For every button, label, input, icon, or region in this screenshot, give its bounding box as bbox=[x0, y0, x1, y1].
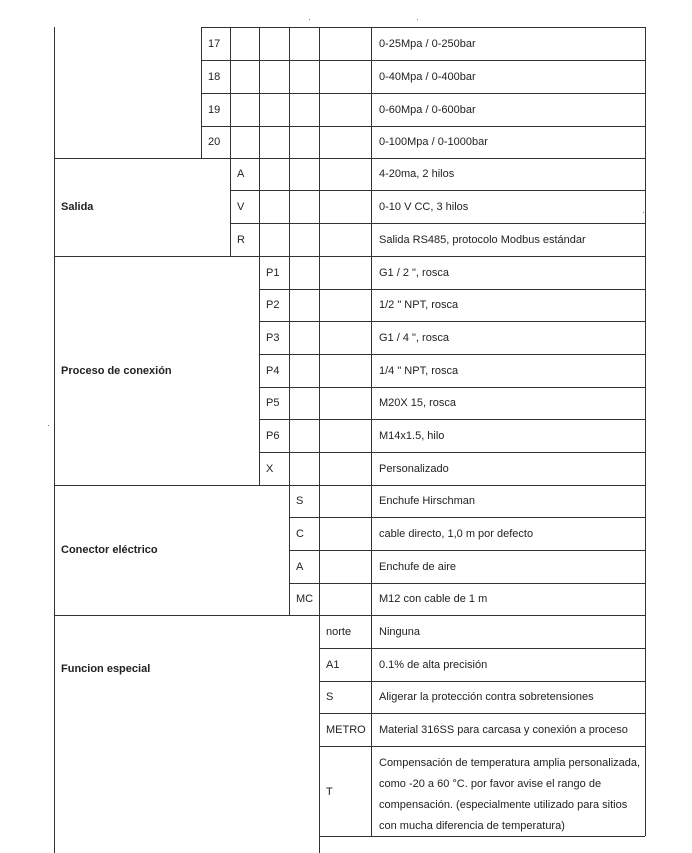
code-cell: P2 bbox=[266, 299, 280, 311]
table-rule bbox=[259, 321, 645, 322]
table-rule bbox=[54, 615, 645, 616]
section-proceso-de-conexion: Proceso de conexión bbox=[61, 365, 172, 377]
scan-dot bbox=[417, 19, 418, 20]
description-cell: 1/2 " NPT, rosca bbox=[379, 299, 459, 311]
code-cell: 20 bbox=[208, 136, 221, 148]
table-rule bbox=[319, 27, 320, 853]
code-cell: P3 bbox=[266, 332, 280, 344]
code-cell: S bbox=[326, 691, 334, 703]
scan-dot bbox=[309, 19, 310, 20]
table-rule bbox=[259, 289, 645, 290]
table-rule bbox=[289, 27, 290, 615]
table-rule bbox=[289, 583, 645, 584]
table-rule bbox=[54, 158, 645, 159]
description-cell: G1 / 2 ", rosca bbox=[379, 267, 449, 279]
table-rule bbox=[259, 27, 260, 485]
description-cell: 0-40Mpa / 0-400bar bbox=[379, 71, 476, 83]
code-cell: 17 bbox=[208, 38, 221, 50]
description-cell: cable directo, 1,0 m por defecto bbox=[379, 528, 534, 540]
table-rule bbox=[289, 550, 645, 551]
table-rule bbox=[319, 648, 645, 649]
description-cell: 4-20ma, 2 hilos bbox=[379, 168, 455, 180]
description-cell: Enchufe Hirschman bbox=[379, 495, 475, 507]
description-cell: Salida RS485, protocolo Modbus estándar bbox=[379, 234, 586, 246]
table-rule bbox=[259, 419, 645, 420]
table-rule bbox=[259, 354, 645, 355]
code-cell: R bbox=[237, 234, 245, 246]
table-rule bbox=[54, 27, 55, 853]
code-cell: P1 bbox=[266, 267, 280, 279]
table-rule bbox=[371, 27, 372, 836]
code-cell: C bbox=[296, 528, 304, 540]
code-cell: T bbox=[326, 786, 333, 798]
code-cell: A1 bbox=[326, 659, 340, 671]
table-rule bbox=[259, 387, 645, 388]
description-cell: M12 con cable de 1 m bbox=[379, 593, 488, 605]
code-cell: norte bbox=[326, 626, 352, 638]
section-conector-electrico: Conector eléctrico bbox=[61, 544, 158, 556]
table-rule bbox=[201, 126, 645, 127]
table-rule bbox=[201, 60, 645, 61]
section-salida: Salida bbox=[61, 201, 94, 213]
table-rule bbox=[259, 452, 645, 453]
table-rule bbox=[54, 485, 645, 486]
table-rule bbox=[645, 27, 646, 836]
code-cell: A bbox=[296, 561, 304, 573]
table-rule bbox=[201, 93, 645, 94]
description-cell: 0.1% de alta precisión bbox=[379, 659, 488, 671]
description-cell: 0-100Mpa / 0-1000bar bbox=[379, 136, 488, 148]
description-cell: Enchufe de aire bbox=[379, 561, 457, 573]
description-cell: Material 316SS para carcasa y conexión a proceso bbox=[379, 724, 628, 736]
description-cell: 0-60Mpa / 0-600bar bbox=[379, 104, 476, 116]
table-rule bbox=[319, 681, 645, 682]
code-cell: V bbox=[237, 201, 245, 213]
description-cell: 0-10 V CC, 3 hilos bbox=[379, 201, 469, 213]
description-cell: Personalizado bbox=[379, 463, 449, 475]
code-cell: MC bbox=[296, 593, 314, 605]
code-cell: 19 bbox=[208, 104, 221, 116]
table-rule bbox=[319, 713, 645, 714]
description-cell: Aligerar la protección contra sobretensiones bbox=[379, 691, 594, 703]
code-cell: A bbox=[237, 168, 245, 180]
table-rule bbox=[54, 256, 645, 257]
description-cell: Compensación de temperatura amplia personalizada, como -20 a 60 °C. por favor avise el rango de compensación. (especialmente utilizado para sitios con mucha diferencia de temperatura) bbox=[379, 757, 641, 832]
table-rule bbox=[289, 517, 645, 518]
code-cell: X bbox=[266, 463, 274, 475]
code-cell: METRO bbox=[326, 724, 366, 736]
table-rule bbox=[201, 27, 202, 158]
table-rule bbox=[230, 27, 231, 256]
description-cell: 0-25Mpa / 0-250bar bbox=[379, 38, 476, 50]
code-cell: S bbox=[296, 495, 304, 507]
code-cell: 18 bbox=[208, 71, 221, 83]
table-rule bbox=[201, 27, 645, 28]
code-cell: P4 bbox=[266, 365, 280, 377]
description-cell: G1 / 4 ", rosca bbox=[379, 332, 449, 344]
section-funcion-especial: Funcion especial bbox=[61, 663, 151, 675]
scan-dot bbox=[48, 425, 49, 426]
description-cell: M14x1.5, hilo bbox=[379, 430, 445, 442]
table-rule bbox=[319, 746, 645, 747]
table-rule bbox=[230, 223, 645, 224]
scan-dot bbox=[643, 212, 644, 213]
code-cell: P5 bbox=[266, 397, 280, 409]
code-cell: P6 bbox=[266, 430, 280, 442]
description-cell: M20X 15, rosca bbox=[379, 397, 457, 409]
description-cell: Ninguna bbox=[379, 626, 420, 638]
table-rule bbox=[230, 190, 645, 191]
description-cell: 1/4 " NPT, rosca bbox=[379, 365, 459, 377]
